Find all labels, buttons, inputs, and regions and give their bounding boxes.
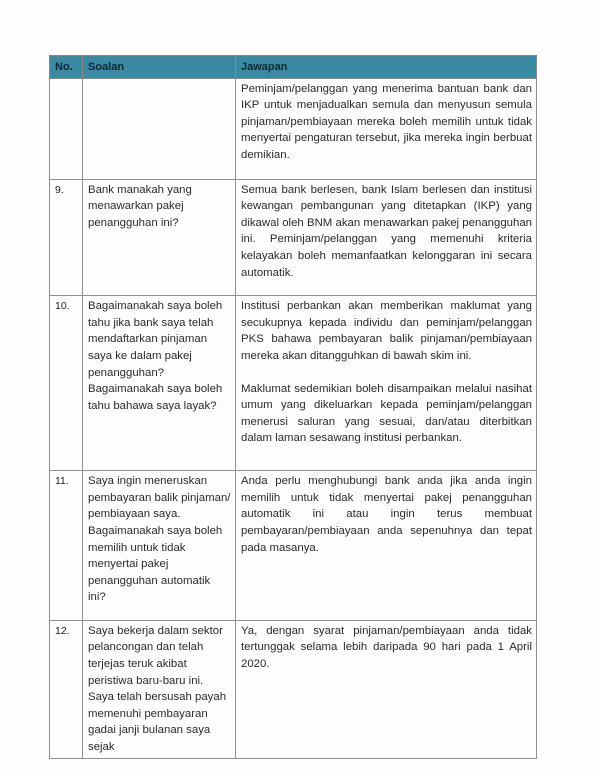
row-answer xyxy=(236,179,537,296)
row-question: Bank manakah yang menawarkan pakej penangguhan ini? xyxy=(83,179,236,296)
header-answer: Jawapan xyxy=(236,56,537,79)
row-number: 12. xyxy=(50,620,83,758)
table-header-row xyxy=(50,56,537,79)
row-number: 11. xyxy=(50,471,83,621)
faq-table xyxy=(49,55,537,759)
row-number: 10. xyxy=(50,296,83,471)
row-answer xyxy=(236,620,537,758)
row-question: Saya ingin meneruskan pembayaran balik pinjaman/ pembiayaan saya. Bagaimanakah saya boleh memilih untuk tidak menyertai pakej penangguhan automatik ini? xyxy=(83,471,236,621)
header-no: No. xyxy=(50,56,83,79)
row-question: Saya bekerja dalam sektor pelancongan dan telah terjejas teruk akibat peristiwa baru-baru ini. Saya telah bersusah payah memenuhi pembayaran gadai janji bulanan saya sejak xyxy=(83,620,236,758)
row-question xyxy=(83,78,236,179)
answer-paragraph: Institusi perbankan akan memberikan maklumat yang secukupnya kepada individu dan peminjam/pelanggan PKS bahawa pembayaran balik pinjaman/pembiayaan mereka akan ditangguhkan di bawah skim ini. xyxy=(241,300,532,362)
table-row xyxy=(50,620,537,758)
row-number xyxy=(50,78,83,179)
answer-paragraph: Semua bank berlesen, bank Islam berlesen dan institusi kewangan pembangunan yang ditetapkan (IKP) yang dikawal oleh BNM akan menawarkan pakej penangguhan ini. Peminjam/pelanggan yang memenuhi kriteria kelayakan boleh memanfaatkan kelonggaran ini secara automatik. xyxy=(241,183,532,279)
table-row xyxy=(50,78,537,179)
table-row xyxy=(50,179,537,296)
answer-paragraph: Ya, dengan syarat pinjaman/pembiayaan anda tidak tertunggak selama lebih daripada 90 hari pada 1 April 2020. xyxy=(241,624,532,671)
row-answer xyxy=(236,296,537,471)
row-answer xyxy=(236,78,537,179)
answer-paragraph: Anda perlu menghubungi bank anda jika anda ingin memilih untuk tidak menyertai pakej penangguhan automatik ini atau ingin terus membuat pembayaran/pembiayaan anda sepenuhnya dan tepat pada masanya. xyxy=(241,475,532,554)
table-row xyxy=(50,296,537,471)
answer-paragraph: Peminjam/pelanggan yang menerima bantuan bank dan IKP untuk menjadualkan semula dan menyusun semula pinjaman/pembiayaan mereka boleh memilih untuk tidak menyertai pengaturan tersebut, jika mereka ingin berbuat demikian. xyxy=(241,82,532,161)
table-row xyxy=(50,471,537,621)
answer-paragraph: Maklumat sedemikian boleh disampaikan melalui nasihat umum yang dikeluarkan kepada peminjam/pelanggan menerusi saluran yang sesuai, dan/atau diterbitkan dalam laman sesawang institusi perbankan. xyxy=(241,382,532,445)
header-question: Soalan xyxy=(83,56,236,79)
row-answer xyxy=(236,471,537,621)
row-question: Bagaimanakah saya boleh tahu jika bank saya telah mendaftarkan pinjaman saya ke dalam pakej penangguhan? Bagaimanakah saya boleh tahu bahawa saya layak? xyxy=(83,296,236,471)
row-number: 9. xyxy=(50,179,83,296)
